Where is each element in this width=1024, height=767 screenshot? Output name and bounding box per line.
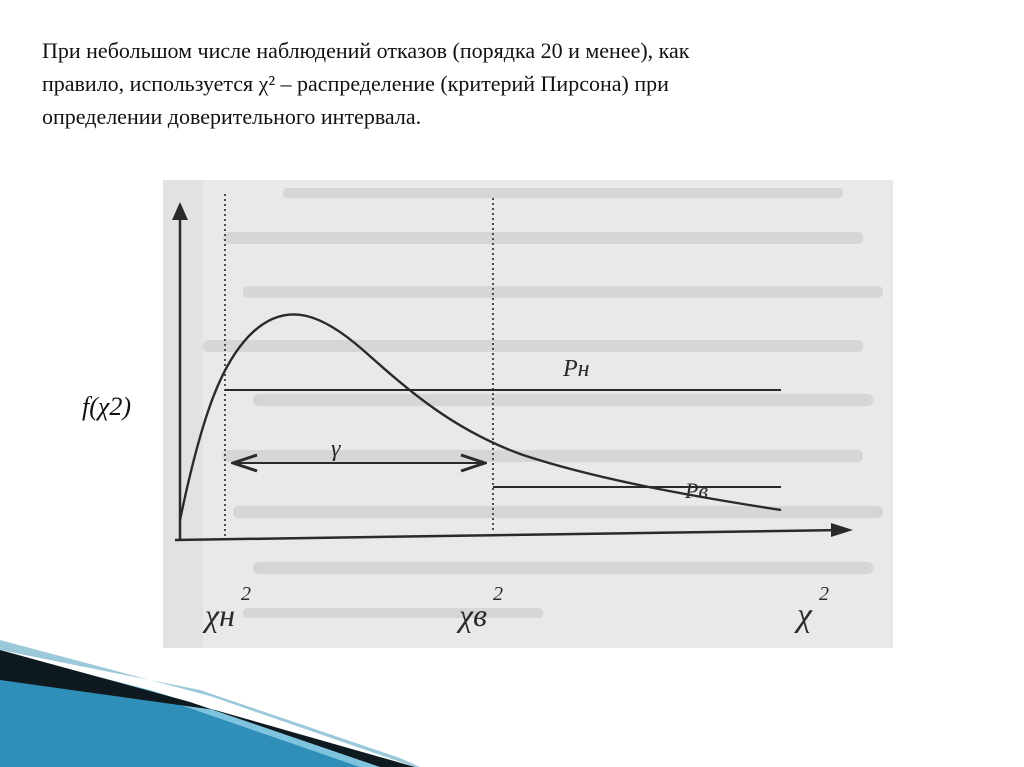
chi-axis-superscript: 2 [819, 583, 829, 605]
y-axis-label: f(χ2) [82, 392, 131, 421]
gamma-label: γ [331, 436, 341, 462]
chi-high-superscript: 2 [493, 583, 503, 605]
chi-low-superscript: 2 [241, 583, 251, 605]
figure-background [163, 180, 893, 648]
p-lower-label: Pв [685, 478, 708, 503]
slide-corner-ribbon [0, 640, 420, 767]
chi-high-label: χв [459, 597, 487, 633]
chi-axis-label: χ [797, 597, 812, 634]
chi-square-diagram [163, 180, 893, 648]
intro-paragraph [42, 34, 942, 133]
chi-low-label: χн [205, 597, 235, 633]
paragraph-line-1: При небольшом числе наблюдений отказов (порядка 20 и менее), как [42, 38, 690, 63]
p-upper-label: Pн [563, 356, 590, 382]
chi-square-figure [163, 180, 893, 648]
figure-left-shade [163, 180, 203, 648]
paragraph-line-3: определении доверительного интервала. [42, 104, 422, 129]
paragraph-line-2: правило, используется χ² – распределение (критерий Пирсона) при [42, 71, 669, 96]
